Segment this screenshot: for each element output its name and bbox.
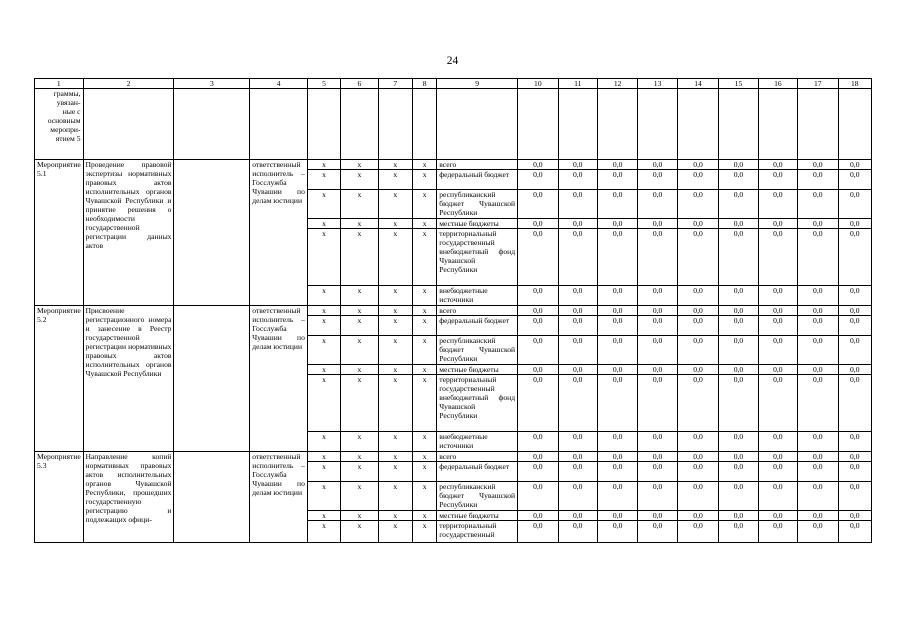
value-cell: 0,0 <box>758 462 797 482</box>
continuation-row <box>35 89 872 160</box>
empty-cell <box>307 89 340 160</box>
value-cell: 0,0 <box>638 190 677 219</box>
value-cell: 0,0 <box>719 229 758 286</box>
value-cell: 0,0 <box>719 482 758 511</box>
column-number-7: 7 <box>378 79 412 89</box>
x-mark: x <box>307 521 340 543</box>
value-cell: 0,0 <box>518 375 558 432</box>
x-mark: x <box>341 511 378 521</box>
value-cell: 0,0 <box>838 160 872 170</box>
event-responsible: ответственный исполнитель – Госслужба Чувашии по делам юстиции <box>250 306 308 452</box>
x-mark: x <box>413 219 437 229</box>
value-cell: 0,0 <box>638 375 677 432</box>
value-cell: 0,0 <box>838 190 872 219</box>
value-cell: 0,0 <box>638 219 677 229</box>
x-mark: x <box>341 375 378 432</box>
value-cell: 0,0 <box>798 306 838 316</box>
value-cell: 0,0 <box>677 462 718 482</box>
value-cell: 0,0 <box>719 160 758 170</box>
value-cell: 0,0 <box>597 511 637 521</box>
x-mark: x <box>341 462 378 482</box>
x-mark: x <box>341 452 378 462</box>
x-mark: x <box>307 375 340 432</box>
x-mark: x <box>341 229 378 286</box>
value-cell: 0,0 <box>677 306 718 316</box>
funding-source: республиканский бюджет Чувашской Республики <box>437 482 518 511</box>
value-cell: 0,0 <box>677 190 718 219</box>
value-cell: 0,0 <box>758 482 797 511</box>
value-cell: 0,0 <box>597 521 637 543</box>
x-mark: x <box>413 511 437 521</box>
value-cell: 0,0 <box>758 306 797 316</box>
x-mark: x <box>413 316 437 336</box>
empty-cell <box>758 89 797 160</box>
value-cell: 0,0 <box>677 286 718 306</box>
empty-cell <box>250 89 308 160</box>
value-cell: 0,0 <box>638 229 677 286</box>
x-mark: x <box>307 482 340 511</box>
value-cell: 0,0 <box>758 160 797 170</box>
value-cell: 0,0 <box>597 462 637 482</box>
event-id: Мероприятие 5.3 <box>35 452 84 543</box>
value-cell: 0,0 <box>518 511 558 521</box>
value-cell: 0,0 <box>638 170 677 190</box>
value-cell: 0,0 <box>638 286 677 306</box>
value-cell: 0,0 <box>638 336 677 365</box>
value-cell: 0,0 <box>798 375 838 432</box>
continuation-text: граммы, увязан- ные с основным меропри- ятием 5 <box>47 89 81 143</box>
column-number-14: 14 <box>677 79 718 89</box>
value-cell: 0,0 <box>558 452 597 462</box>
value-cell: 0,0 <box>518 160 558 170</box>
value-cell: 0,0 <box>638 432 677 452</box>
x-mark: x <box>378 160 412 170</box>
funding-source: всего <box>437 306 518 316</box>
value-cell: 0,0 <box>558 336 597 365</box>
value-cell: 0,0 <box>677 336 718 365</box>
value-cell: 0,0 <box>518 190 558 219</box>
value-cell: 0,0 <box>677 511 718 521</box>
value-cell: 0,0 <box>597 229 637 286</box>
value-cell: 0,0 <box>558 219 597 229</box>
x-mark: x <box>378 286 412 306</box>
value-cell: 0,0 <box>798 336 838 365</box>
value-cell: 0,0 <box>558 432 597 452</box>
empty-cell <box>597 89 637 160</box>
value-cell: 0,0 <box>838 511 872 521</box>
x-mark: x <box>413 462 437 482</box>
value-cell: 0,0 <box>838 286 872 306</box>
continuation-cell <box>35 89 84 160</box>
value-cell: 0,0 <box>677 432 718 452</box>
value-cell: 0,0 <box>798 365 838 375</box>
value-cell: 0,0 <box>597 452 637 462</box>
funding-source: федеральный бюджет <box>437 316 518 336</box>
x-mark: x <box>341 306 378 316</box>
empty-cell <box>558 89 597 160</box>
column-number-13: 13 <box>638 79 677 89</box>
value-cell: 0,0 <box>838 316 872 336</box>
value-cell: 0,0 <box>838 229 872 286</box>
x-mark: x <box>341 316 378 336</box>
event-id: Мероприятие 5.1 <box>35 160 84 306</box>
x-mark: x <box>378 365 412 375</box>
x-mark: x <box>378 229 412 286</box>
x-mark: x <box>307 190 340 219</box>
value-cell: 0,0 <box>719 316 758 336</box>
x-mark: x <box>341 160 378 170</box>
value-cell: 0,0 <box>558 170 597 190</box>
value-cell: 0,0 <box>838 375 872 432</box>
value-cell: 0,0 <box>758 336 797 365</box>
x-mark: x <box>378 316 412 336</box>
value-cell: 0,0 <box>597 432 637 452</box>
value-cell: 0,0 <box>798 286 838 306</box>
value-cell: 0,0 <box>638 365 677 375</box>
value-cell: 0,0 <box>719 511 758 521</box>
funding-source: местные бюджеты <box>437 365 518 375</box>
value-cell: 0,0 <box>518 219 558 229</box>
column-number-4: 4 <box>250 79 308 89</box>
column-number-3: 3 <box>174 79 250 89</box>
x-mark: x <box>378 170 412 190</box>
value-cell: 0,0 <box>677 375 718 432</box>
value-cell: 0,0 <box>719 306 758 316</box>
funding-source: местные бюджеты <box>437 511 518 521</box>
value-cell: 0,0 <box>798 160 838 170</box>
x-mark: x <box>378 521 412 543</box>
event-responsible: ответственный исполнитель – Госслужба Чувашии по делам юстиции <box>250 452 308 543</box>
value-cell: 0,0 <box>597 365 637 375</box>
x-mark: x <box>341 170 378 190</box>
x-mark: x <box>413 170 437 190</box>
value-cell: 0,0 <box>597 219 637 229</box>
value-cell: 0,0 <box>558 306 597 316</box>
x-mark: x <box>307 316 340 336</box>
page-number: 24 <box>446 55 459 67</box>
value-cell: 0,0 <box>798 521 838 543</box>
value-cell: 0,0 <box>838 306 872 316</box>
value-cell: 0,0 <box>798 432 838 452</box>
value-cell: 0,0 <box>677 316 718 336</box>
value-cell: 0,0 <box>758 170 797 190</box>
value-cell: 0,0 <box>758 452 797 462</box>
value-cell: 0,0 <box>677 219 718 229</box>
x-mark: x <box>413 190 437 219</box>
x-mark: x <box>341 219 378 229</box>
value-cell: 0,0 <box>638 160 677 170</box>
value-cell: 0,0 <box>558 521 597 543</box>
value-cell: 0,0 <box>558 190 597 219</box>
value-cell: 0,0 <box>677 160 718 170</box>
x-mark: x <box>378 306 412 316</box>
empty-cell <box>341 89 378 160</box>
value-cell: 0,0 <box>558 365 597 375</box>
column-number-6: 6 <box>341 79 378 89</box>
value-cell: 0,0 <box>638 306 677 316</box>
column-number-8: 8 <box>413 79 437 89</box>
value-cell: 0,0 <box>638 511 677 521</box>
empty-cell <box>677 89 718 160</box>
value-cell: 0,0 <box>758 511 797 521</box>
value-cell: 0,0 <box>838 452 872 462</box>
event-row <box>35 160 872 170</box>
value-cell: 0,0 <box>838 219 872 229</box>
value-cell: 0,0 <box>638 482 677 511</box>
empty-cell <box>83 89 174 160</box>
x-mark: x <box>307 462 340 482</box>
value-cell: 0,0 <box>798 462 838 482</box>
x-mark: x <box>378 375 412 432</box>
x-mark: x <box>413 306 437 316</box>
value-cell: 0,0 <box>558 160 597 170</box>
value-cell: 0,0 <box>677 482 718 511</box>
value-cell: 0,0 <box>558 375 597 432</box>
value-cell: 0,0 <box>719 286 758 306</box>
x-mark: x <box>341 336 378 365</box>
value-cell: 0,0 <box>597 375 637 432</box>
value-cell: 0,0 <box>638 521 677 543</box>
value-cell: 0,0 <box>798 219 838 229</box>
x-mark: x <box>307 306 340 316</box>
funding-source: территориальный государственный внебюджетный фонд Чувашской Республики <box>437 375 518 432</box>
column-number-12: 12 <box>597 79 637 89</box>
value-cell: 0,0 <box>798 229 838 286</box>
x-mark: x <box>413 229 437 286</box>
x-mark: x <box>413 286 437 306</box>
x-mark: x <box>378 190 412 219</box>
value-cell: 0,0 <box>798 482 838 511</box>
value-cell: 0,0 <box>677 365 718 375</box>
empty-cell <box>378 89 412 160</box>
value-cell: 0,0 <box>798 452 838 462</box>
value-cell: 0,0 <box>558 462 597 482</box>
x-mark: x <box>413 452 437 462</box>
value-cell: 0,0 <box>597 482 637 511</box>
x-mark: x <box>307 286 340 306</box>
event-name: Проведение правовой экспертизы нормативных правовых актов исполнительных органов Чувашской Республики и принятие решения о необходимости государственной регистрации данных актов <box>83 160 174 306</box>
funding-source: республиканский бюджет Чувашской Республики <box>437 190 518 219</box>
value-cell: 0,0 <box>677 521 718 543</box>
event-responsible: ответственный исполнитель – Госслужба Чувашии по делам юстиции <box>250 160 308 306</box>
x-mark: x <box>341 286 378 306</box>
value-cell: 0,0 <box>558 229 597 286</box>
funding-source: местные бюджеты <box>437 219 518 229</box>
funding-source: федеральный бюджет <box>437 170 518 190</box>
x-mark: x <box>341 365 378 375</box>
column-number-1: 1 <box>35 79 84 89</box>
value-cell: 0,0 <box>798 170 838 190</box>
value-cell: 0,0 <box>798 511 838 521</box>
x-mark: x <box>378 511 412 521</box>
x-mark: x <box>307 170 340 190</box>
funding-source: внебюджетные источники <box>437 432 518 452</box>
x-mark: x <box>307 511 340 521</box>
value-cell: 0,0 <box>838 170 872 190</box>
x-mark: x <box>378 452 412 462</box>
x-mark: x <box>307 229 340 286</box>
value-cell: 0,0 <box>798 316 838 336</box>
funding-source: территориальный государственный <box>437 521 518 543</box>
x-mark: x <box>413 482 437 511</box>
value-cell: 0,0 <box>758 375 797 432</box>
funding-source: территориальный государственный внебюджетный фонд Чувашской Республики <box>437 229 518 286</box>
x-mark: x <box>378 482 412 511</box>
x-mark: x <box>307 432 340 452</box>
funding-source: республиканский бюджет Чувашской Республики <box>437 336 518 365</box>
x-mark: x <box>378 462 412 482</box>
value-cell: 0,0 <box>758 365 797 375</box>
empty-cell <box>638 89 677 160</box>
event-name: Присвоение регистрационного номера и занесение в Реестр государственной регистрации нормативных правовых актов исполнительных органов Чувашской Республики <box>83 306 174 452</box>
value-cell: 0,0 <box>758 229 797 286</box>
value-cell: 0,0 <box>838 482 872 511</box>
x-mark: x <box>307 365 340 375</box>
x-mark: x <box>378 336 412 365</box>
x-mark: x <box>307 219 340 229</box>
value-cell: 0,0 <box>719 219 758 229</box>
empty-cell <box>838 89 872 160</box>
column-number-18: 18 <box>838 79 872 89</box>
empty-cell <box>437 89 518 160</box>
value-cell: 0,0 <box>518 306 558 316</box>
value-cell: 0,0 <box>518 336 558 365</box>
column-number-row <box>35 79 872 89</box>
empty-cell <box>798 89 838 160</box>
value-cell: 0,0 <box>758 286 797 306</box>
x-mark: x <box>413 160 437 170</box>
value-cell: 0,0 <box>719 452 758 462</box>
value-cell: 0,0 <box>758 219 797 229</box>
event-row <box>35 452 872 462</box>
funding-source: всего <box>437 160 518 170</box>
value-cell: 0,0 <box>677 170 718 190</box>
value-cell: 0,0 <box>518 365 558 375</box>
empty-cell <box>518 89 558 160</box>
value-cell: 0,0 <box>719 170 758 190</box>
value-cell: 0,0 <box>518 462 558 482</box>
empty-cell <box>719 89 758 160</box>
value-cell: 0,0 <box>518 482 558 511</box>
value-cell: 0,0 <box>838 462 872 482</box>
column-number-5: 5 <box>307 79 340 89</box>
x-mark: x <box>307 160 340 170</box>
x-mark: x <box>307 336 340 365</box>
value-cell: 0,0 <box>597 316 637 336</box>
value-cell: 0,0 <box>558 316 597 336</box>
value-cell: 0,0 <box>597 336 637 365</box>
empty-cell <box>174 89 250 160</box>
value-cell: 0,0 <box>597 306 637 316</box>
event-id: Мероприятие 5.2 <box>35 306 84 452</box>
value-cell: 0,0 <box>758 190 797 219</box>
value-cell: 0,0 <box>838 521 872 543</box>
value-cell: 0,0 <box>677 452 718 462</box>
value-cell: 0,0 <box>558 482 597 511</box>
value-cell: 0,0 <box>558 511 597 521</box>
x-mark: x <box>413 336 437 365</box>
event-row <box>35 306 872 316</box>
value-cell: 0,0 <box>638 462 677 482</box>
value-cell: 0,0 <box>798 190 838 219</box>
x-mark: x <box>341 482 378 511</box>
event-name: Направление копий нормативных правовых актов исполнительных органов Чувашской Республики, прошедших государственную регистрацию и подлежащих офици- <box>83 452 174 543</box>
value-cell: 0,0 <box>838 365 872 375</box>
funding-source: федеральный бюджет <box>437 462 518 482</box>
value-cell: 0,0 <box>597 170 637 190</box>
x-mark: x <box>413 521 437 543</box>
column-number-15: 15 <box>719 79 758 89</box>
value-cell: 0,0 <box>719 375 758 432</box>
value-cell: 0,0 <box>518 229 558 286</box>
value-cell: 0,0 <box>838 336 872 365</box>
program-table <box>34 78 872 543</box>
value-cell: 0,0 <box>758 521 797 543</box>
column-number-9: 9 <box>437 79 518 89</box>
value-cell: 0,0 <box>638 316 677 336</box>
x-mark: x <box>341 432 378 452</box>
column-number-2: 2 <box>83 79 174 89</box>
value-cell: 0,0 <box>719 432 758 452</box>
empty-cell <box>413 89 437 160</box>
value-cell: 0,0 <box>518 432 558 452</box>
value-cell: 0,0 <box>518 286 558 306</box>
column-number-11: 11 <box>558 79 597 89</box>
value-cell: 0,0 <box>838 432 872 452</box>
event-col3 <box>174 160 250 306</box>
funding-source: внебюджетные источники <box>437 286 518 306</box>
value-cell: 0,0 <box>677 229 718 286</box>
value-cell: 0,0 <box>518 316 558 336</box>
x-mark: x <box>413 432 437 452</box>
event-col3 <box>174 306 250 452</box>
value-cell: 0,0 <box>597 286 637 306</box>
x-mark: x <box>307 452 340 462</box>
event-col3 <box>174 452 250 543</box>
value-cell: 0,0 <box>758 432 797 452</box>
value-cell: 0,0 <box>719 462 758 482</box>
value-cell: 0,0 <box>758 316 797 336</box>
x-mark: x <box>413 365 437 375</box>
value-cell: 0,0 <box>518 521 558 543</box>
value-cell: 0,0 <box>719 190 758 219</box>
x-mark: x <box>378 432 412 452</box>
x-mark: x <box>378 219 412 229</box>
column-number-16: 16 <box>758 79 797 89</box>
funding-source: всего <box>437 452 518 462</box>
value-cell: 0,0 <box>719 365 758 375</box>
value-cell: 0,0 <box>518 170 558 190</box>
x-mark: x <box>341 521 378 543</box>
x-mark: x <box>341 190 378 219</box>
x-mark: x <box>413 375 437 432</box>
value-cell: 0,0 <box>638 452 677 462</box>
value-cell: 0,0 <box>719 336 758 365</box>
value-cell: 0,0 <box>597 190 637 219</box>
column-number-17: 17 <box>798 79 838 89</box>
value-cell: 0,0 <box>518 452 558 462</box>
value-cell: 0,0 <box>597 160 637 170</box>
value-cell: 0,0 <box>558 286 597 306</box>
column-number-10: 10 <box>518 79 558 89</box>
value-cell: 0,0 <box>719 521 758 543</box>
